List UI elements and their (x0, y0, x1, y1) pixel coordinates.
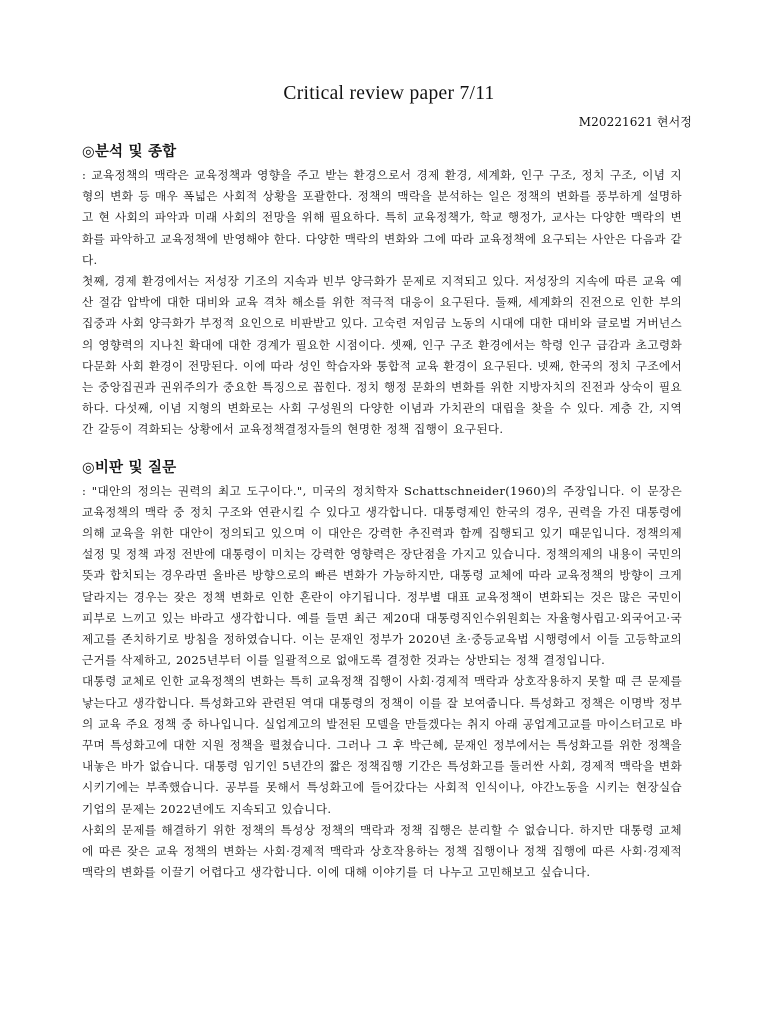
analysis-paragraph-1: : 교육정책의 맥락은 교육정책과 영향을 주고 받는 환경으로서 경제 환경, 세계화, 인구 구조, 정치 구조, 이념 지형의 변화 등 매우 폭넓은 사회적 상황을 포괄한다. 정책의 맥락을 분석하는 일은 정책의 변화를 풍부하게 설명하고 현 사회의 파악과 미래 사회의 전망을 위해 필요하다. 특히 교육정책가, 학교 행정가, 교사는 다양한 맥락의 변화를 파악하고 교육정책에 반영해야 한다. 다양한 맥락의 변화와 그에 따라 교육정책에 요구되는 사안은 다음과 같다. (82, 168, 682, 267)
section-heading-critique: ◎비판 및 질문 (82, 458, 177, 476)
critique-paragraph-2: 대통령 교체로 인한 교육정책의 변화는 특히 교육정책 집행이 사회·경제적 맥락과 상호작용하지 못할 때 큰 문제를 낳는다고 생각합니다. 특성화고와 관련된 역대 대통령의 정책이 이를 잘 보여줍니다. 특성화고 정책은 이명박 정부의 교육 주요 정책 중 하나입니다. 실업계고의 발전된 모델을 만들겠다는 취지 아래 공업계고교를 마이스터고로 바꾸며 특성화고에 대한 지원 정책을 펼쳤습니다. 그러나 그 후 박근혜, 문재인 정부에서는 특성화고를 위한 정책을 내놓은 바가 없습니다. 대통령 임기인 5년간의 짧은 정책집행 기간은 특성화고를 둘러싼 사회, 경제적 맥락을 변화시키기에는 부족했습니다. 공부를 못해서 특성화고에 들어갔다는 사회적 인식이나, 야간노동을 시키는 현장실습 기업의 문제는 2022년에도 지속되고 있습니다. (82, 674, 682, 816)
document-title: Critical review paper 7/11 (283, 83, 495, 104)
author-line: M20221621 현서정 (578, 115, 692, 129)
critique-paragraph-3: 사회의 문제를 해결하기 위한 정책의 특성상 정책의 맥락과 정책 집행은 분리할 수 없습니다. 하지만 대통령 교체에 따른 잦은 교육 정책의 변화는 사회·경제적 맥락과 상호작용하는 정책 집행이나 정책 집행에 따른 사회·경제적 맥락의 변화를 이끌기 어렵다고 생각합니다. 이에 대해 이야기를 더 나누고 고민해보고 싶습니다. (82, 822, 682, 880)
section-heading-analysis: ◎분석 및 종합 (82, 143, 177, 160)
analysis-paragraph-2: 첫째, 경제 환경에서는 저성장 기조의 지속과 빈부 양극화가 문제로 지적되고 있다. 저성장의 지속에 따른 교육 예산 절감 압박에 대한 대비와 교육 격차 해소를 위한 적극적 대응이 요구된다. 둘째, 세계화의 진전으로 인한 부의 집중과 사회 양극화가 부정적 요인으로 비판받고 있다. 고숙련 저임금 노동의 시대에 대한 대비와 글로벌 거버넌스의 영향력의 지나친 확대에 대한 경계가 필요한 시점이다. 셋째, 인구 구조 환경에서는 학령 인구 급감과 초고령화 다문화 사회 환경이 전망된다. 이에 따라 성인 학습자와 통합적 교육 환경이 요구된다. 넷째, 한국의 정치 구조에서는 중앙집권과 권위주의가 중요한 특징으로 꼽힌다. 정치 행정 문화의 변화를 위한 지방자치의 진전과 상숙이 필요하다. 다섯째, 이념 지형의 변화로는 사회 구성원의 다양한 이념과 가치관의 대립을 찾을 수 있다. 계층 간, 지역 간 갈등이 격화되는 상황에서 교육정책결정자들의 현명한 정책 집행이 요구된다. (82, 274, 682, 437)
critique-paragraph-1: : "대안의 정의는 권력의 최고 도구이다.", 미국의 정치학자 Schattschneider(1960)의 주장입니다. 이 문장은 교육정책의 맥락 중 정치 구조와 연관시킬 수 있다고 생각합니다. 대통령제인 한국의 경우, 권력을 가진 대통령에 의해 교육을 위한 대안이 정의되고 있으며 이 대안은 강력한 추진력과 함께 집행되고 있기 때문입니다. 정책의제 설정 및 정책 과정 전반에 대통령이 미치는 강력한 영향력은 장단점을 가지고 있습니다. 정책의제의 내용이 국민의 뜻과 합치되는 경우라면 올바른 방향으로의 빠른 변화가 가능하지만, 대통령 교체에 따라 교육정책의 방향이 크게 달라지는 경우는 잦은 정책 변화로 인한 혼란이 야기됩니다. 정부별 대표 교육정책이 변화되는 것은 많은 국민이 피부로 느끼고 있는 바라고 생각합니다. 예를 들면 최근 제20대 대통령직인수위원회는 자율형사립고·외국어고·국제고를 존치하기로 방침을 정하였습니다. 이는 문재인 정부가 2020년 초·중등교육법 시행령에서 이들 고등학교의 근거를 삭제하고, 2025년부터 이를 일괄적으로 없애도록 결정한 것과는 상반되는 정책 결정입니다. (82, 483, 682, 668)
